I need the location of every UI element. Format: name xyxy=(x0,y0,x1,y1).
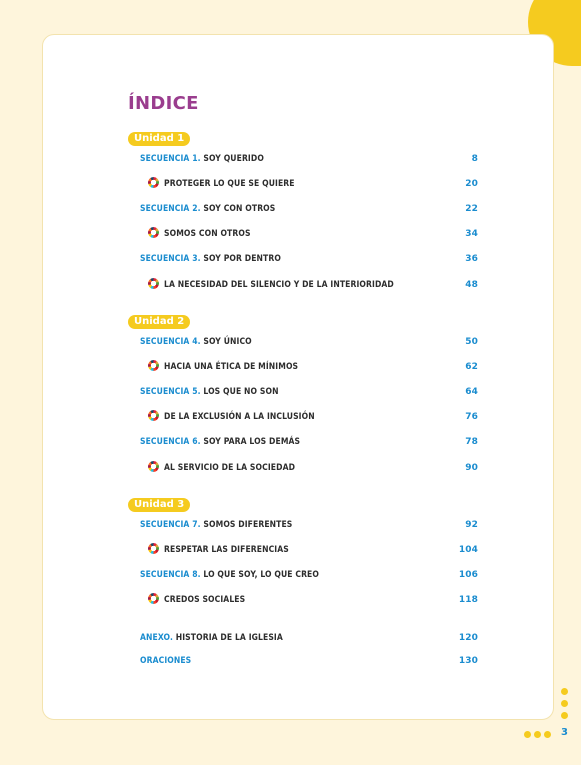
toc-page-number: 64 xyxy=(465,387,478,397)
toc-entry[interactable] xyxy=(140,152,478,166)
toc-subentry[interactable] xyxy=(148,410,478,424)
unit-badge: Unidad 2 xyxy=(128,315,190,329)
toc-entry[interactable] xyxy=(140,631,478,645)
toc-page-number: 92 xyxy=(465,520,478,530)
toc-entry-title: HACIA UNA ÉTICA DE MÍNIMOS xyxy=(164,362,299,372)
toc-page-number: 104 xyxy=(458,545,478,555)
toc-entry[interactable] xyxy=(140,335,478,349)
toc-entry-prefix: SECUENCIA 3. xyxy=(140,254,201,264)
toc-entry[interactable] xyxy=(140,568,478,582)
toc-entry-title: SOY POR DENTRO xyxy=(203,254,281,264)
toc-page-number: 130 xyxy=(458,656,478,666)
toc-subentry[interactable] xyxy=(148,543,478,557)
toc-entry-prefix: SECUENCIA 1. xyxy=(140,154,201,164)
toc-entry-title: AL SERVICIO DE LA SOCIEDAD xyxy=(164,463,296,473)
toc-page-number: 78 xyxy=(465,437,478,447)
toc-entry-prefix: SECUENCIA 2. xyxy=(140,204,201,214)
toc-page-number: 90 xyxy=(465,463,478,473)
decoration-dot xyxy=(524,731,531,738)
toc-page-number: 120 xyxy=(458,633,478,643)
toc-entry-prefix: ANEXO. xyxy=(140,633,173,643)
toc-subentry[interactable] xyxy=(148,360,478,374)
sdg-wheel-icon xyxy=(148,593,159,604)
toc-entry-title: SOY PARA LOS DEMÁS xyxy=(203,437,301,447)
toc-entry-title: CREDOS SOCIALES xyxy=(164,595,246,605)
toc-entry[interactable] xyxy=(140,654,478,668)
sdg-wheel-icon xyxy=(148,461,159,472)
decoration-dot xyxy=(544,731,551,738)
toc-entry-prefix: SECUENCIA 6. xyxy=(140,437,201,447)
toc-entry-prefix: SECUENCIA 4. xyxy=(140,337,201,347)
toc-subentry[interactable] xyxy=(148,177,478,191)
unit-badge: Unidad 3 xyxy=(128,498,190,512)
toc-entry-title: DE LA EXCLUSIÓN A LA INCLUSIÓN xyxy=(164,412,315,422)
toc-page-number: 22 xyxy=(465,204,478,214)
toc-entry-prefix: ORACIONES xyxy=(140,656,192,666)
toc-entry-prefix: SECUENCIA 5. xyxy=(140,387,201,397)
sdg-wheel-icon xyxy=(148,278,159,289)
toc-page-number: 34 xyxy=(465,229,478,239)
sdg-wheel-icon xyxy=(148,410,159,421)
toc-entry[interactable] xyxy=(140,518,478,532)
decoration-dot xyxy=(561,700,568,707)
toc-page-number: 50 xyxy=(465,337,478,347)
sdg-wheel-icon xyxy=(148,227,159,238)
toc-entry-title: RESPETAR LAS DIFERENCIAS xyxy=(164,545,289,555)
toc-entry-title: SOMOS CON OTROS xyxy=(164,229,251,239)
toc-entry-title: SOY QUERIDO xyxy=(203,154,264,164)
toc-entry-prefix: SECUENCIA 8. xyxy=(140,570,201,580)
toc-page-number: 62 xyxy=(465,362,478,372)
page-number: 3 xyxy=(561,727,568,738)
toc-entry-title: SOMOS DIFERENTES xyxy=(203,520,293,530)
toc-entry[interactable] xyxy=(140,252,478,266)
toc-entry-title: LOS QUE NO SON xyxy=(203,387,279,397)
decoration-dot xyxy=(561,688,568,695)
toc-page-number: 118 xyxy=(458,595,478,605)
toc-subentry[interactable] xyxy=(148,278,478,292)
toc-page-number: 48 xyxy=(465,280,478,290)
decoration-dot xyxy=(534,731,541,738)
page-title: ÍNDICE xyxy=(128,93,199,114)
toc-entry-title: SOY CON OTROS xyxy=(203,204,276,214)
toc-entry-prefix: SECUENCIA 7. xyxy=(140,520,201,530)
toc-page-number: 76 xyxy=(465,412,478,422)
unit-badge: Unidad 1 xyxy=(128,132,190,146)
sdg-wheel-icon xyxy=(148,543,159,554)
toc-page-number: 20 xyxy=(465,179,478,189)
toc-entry-title: SOY ÚNICO xyxy=(203,337,252,347)
toc-page-number: 106 xyxy=(458,570,478,580)
toc-entry[interactable] xyxy=(140,385,478,399)
sdg-wheel-icon xyxy=(148,177,159,188)
toc-subentry[interactable] xyxy=(148,227,478,241)
toc-entry-title: LA NECESIDAD DEL SILENCIO Y DE LA INTERIORIDAD xyxy=(164,280,394,290)
toc-entry[interactable] xyxy=(140,202,478,216)
toc-entry-title: HISTORIA DE LA IGLESIA xyxy=(175,633,283,643)
decoration-dot xyxy=(561,712,568,719)
toc-page-number: 36 xyxy=(465,254,478,264)
sdg-wheel-icon xyxy=(148,360,159,371)
toc-entry-title: LO QUE SOY, LO QUE CREO xyxy=(203,570,319,580)
toc-subentry[interactable] xyxy=(148,593,478,607)
toc-entry-title: PROTEGER LO QUE SE QUIERE xyxy=(164,179,295,189)
toc-entry[interactable] xyxy=(140,435,478,449)
toc-subentry[interactable] xyxy=(148,461,478,475)
toc-page-number: 8 xyxy=(471,154,478,164)
